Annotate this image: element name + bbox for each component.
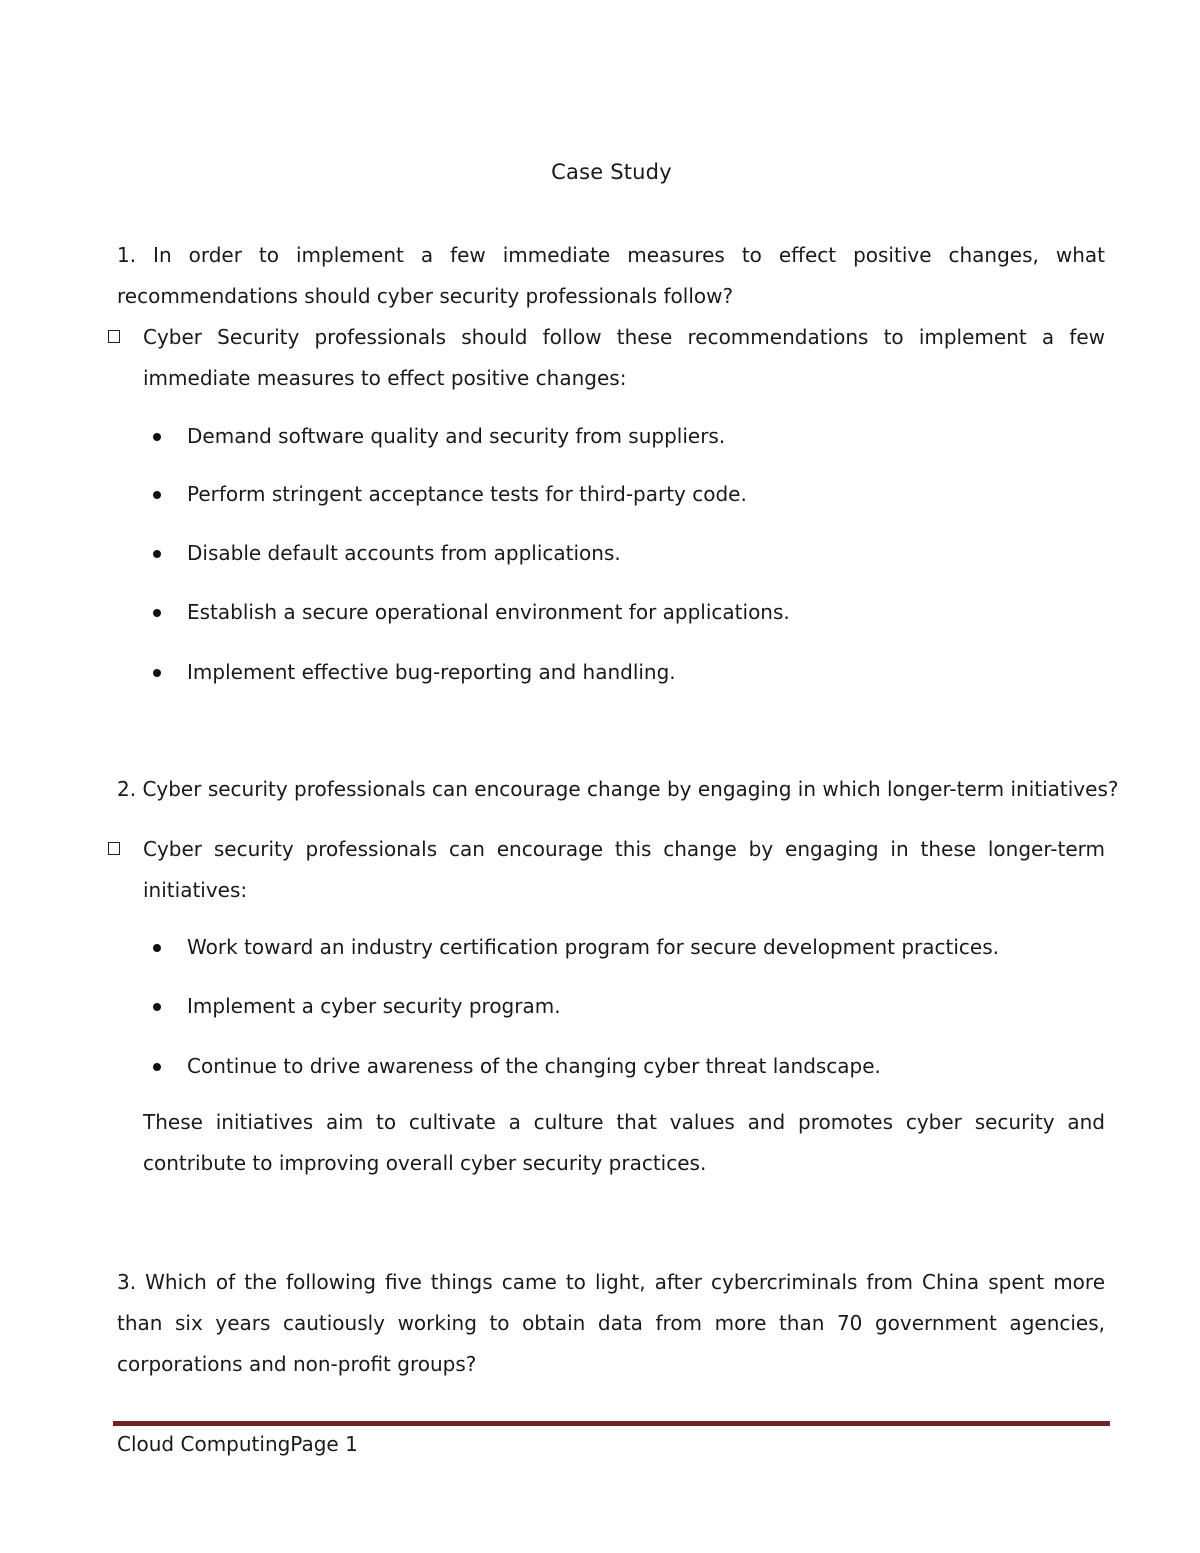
bullet-icon [153, 669, 161, 677]
bullet-icon [153, 609, 161, 617]
bullet-icon [153, 491, 161, 499]
footer-divider [113, 1421, 1110, 1426]
bullet-icon [153, 550, 161, 558]
list-item-text: Perform stringent acceptance tests for third-party code. [187, 482, 747, 506]
answer-2-conclusion: These initiatives aim to cultivate a culture that values and promotes cyber security and contribute to improving overall cyber security practices. [143, 1110, 1105, 1175]
question-2: 2. Cyber security professionals can encourage change by engaging in which longer-term initiatives? [117, 777, 1119, 801]
list-item-text: Work toward an industry certification program for secure development practices. [187, 935, 999, 959]
list-item-text: Continue to drive awareness of the changing cyber threat landscape. [187, 1054, 881, 1078]
list-item-text: Establish a secure operational environment for applications. [187, 600, 790, 624]
question-1: 1. In order to implement a few immediate measures to effect positive changes, what recommendations should cyber security professionals follow? [117, 243, 1105, 308]
list-item-text: Disable default accounts from applications. [187, 541, 621, 565]
answer-2-intro: Cyber security professionals can encourage this change by engaging in these longer-term initiatives: [143, 837, 1105, 902]
checkbox-icon [108, 330, 120, 343]
list-item-text: Implement effective bug-reporting and handling. [187, 660, 676, 684]
list-item-text: Implement a cyber security program. [187, 994, 561, 1018]
bullet-icon [153, 1063, 161, 1071]
bullet-icon [153, 944, 161, 952]
bullet-icon [153, 1003, 161, 1011]
list-item-text: Demand software quality and security from suppliers. [187, 424, 726, 448]
page-footer: Cloud ComputingPage 1 [117, 1432, 358, 1456]
bullet-icon [153, 433, 161, 441]
answer-1-intro: Cyber Security professionals should follow these recommendations to implement a few immediate measures to effect positive changes: [143, 325, 1105, 390]
page-title: Case Study [551, 160, 672, 184]
question-3: 3. Which of the following five things came to light, after cybercriminals from China spent more than six years cautiously working to obtain data from more than 70 government agencies, corporations and non-profit groups? [117, 1270, 1105, 1376]
checkbox-icon [108, 842, 120, 855]
